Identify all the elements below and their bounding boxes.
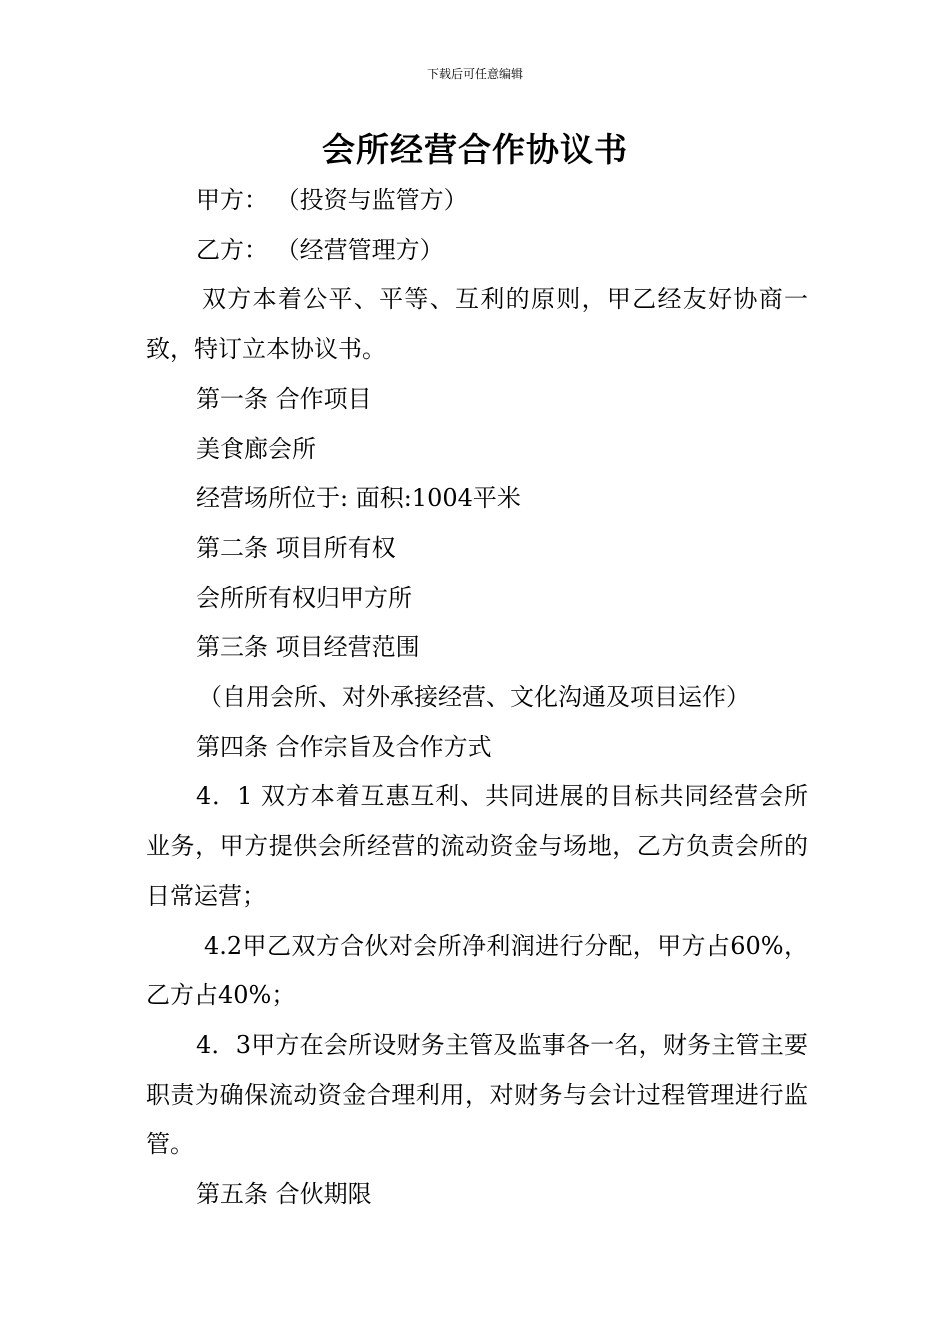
party-a-line: 甲方： （投资与监管方）: [196, 186, 468, 214]
article-4-clause-1: 4．1 双方本着互惠互利、共同进展的目标共同经营会所业务，甲方提供会所经营的流动资金与场地，乙方负责会所的日常运营；: [146, 782, 808, 910]
article-2-heading: 第二条 项目所有权: [196, 533, 396, 562]
document-body: [146, 176, 808, 1220]
article-4-heading: 第四条 合作宗旨及合作方式: [196, 732, 492, 761]
preamble-paragraph: 双方本着公平、平等、互利的原则，甲乙经友好协商一致，特订立本协议书。: [146, 285, 808, 364]
article-3-text: （自用会所、对外承接经营、文化沟通及项目运作）: [198, 683, 750, 712]
party-b-line: 乙方： （经营管理方）: [196, 235, 444, 264]
article-2-text: 会所所有权归甲方所: [196, 583, 412, 612]
article-3-heading: 第三条 项目经营范围: [196, 633, 420, 662]
article-4-clause-2: 4.2甲乙双方合伙对会所净利润进行分配，甲方占60%，乙方占40%；: [146, 931, 808, 1010]
header-note: 下载后可任意编辑: [426, 67, 523, 81]
article-1-project-name: 美食廊会所: [196, 434, 316, 463]
article-1-location: 经营场所位于: 面积:1004平米: [196, 484, 521, 513]
article-1-heading: 第一条 合作项目: [196, 384, 372, 413]
article-5-heading: 第五条 合伙期限: [196, 1180, 372, 1209]
article-4-clause-3: 4．3甲方在会所设财务主管及监事各一名，财务主管主要职责为确保流动资金合理利用，对财务与会计过程管理进行监管。: [146, 1030, 808, 1159]
document-title: 会所经营合作协议书: [322, 130, 628, 169]
